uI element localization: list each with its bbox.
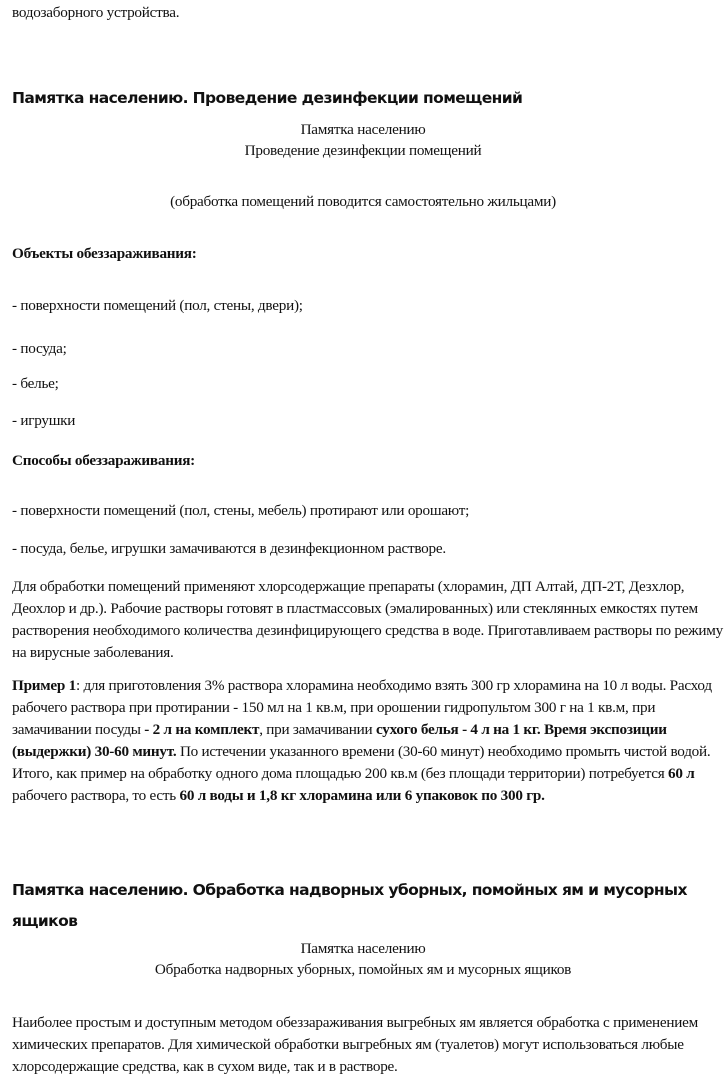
section2-title-line2: Обработка надворных уборных, помойных ям и мусорных ящиков <box>154 961 572 978</box>
example-bold: - 2 л на комплект <box>144 721 260 738</box>
example-text: , при замачивании <box>259 721 376 738</box>
section1-note: (обработка помещений поводится самостоятельно жильцами) <box>170 193 556 210</box>
section1-paragraph: Для обработки помещений применяют хлорсодержащие препараты (хлорамин, ДП Алтай, ДП-2Т, Дезхлор, Деохлор и др.). Рабочие растворы готовят в пластмассовых (эмалированных) или стеклянных емкостях путем растворения необходимого количества дезинфицирующего средства в воде. Приготавливаем растворы по режиму на вирусные заболевания. <box>12 578 723 661</box>
section1-heading: Памятка населению. Проведение дезинфекции помещений <box>12 89 523 107</box>
objects-list-item: - белье; <box>12 375 59 392</box>
top-fragment-text: водозаборного устройства. <box>12 4 180 21</box>
objects-list-item: - посуда; <box>12 340 67 357</box>
methods-heading: Способы обеззараживания: <box>12 452 195 469</box>
objects-list-item: - поверхности помещений (пол, стены, двери); <box>12 297 303 314</box>
section1-title-line1: Памятка населению <box>300 121 426 138</box>
example-label: Пример 1 <box>12 677 76 694</box>
example-text: По истечении указанного времени (30-60 минут) необходимо промыть чистой водой. Итого, как пример на обработку одного дома площадью 200 кв.м (без площади территории) потребуется <box>12 743 711 782</box>
objects-heading: Объекты обеззараживания: <box>12 245 197 262</box>
section2-heading: Памятка населению. Обработка надворных уборных, помойных ям и мусорных ящиков <box>12 881 687 930</box>
example-bold: 60 л <box>668 765 695 782</box>
objects-list-item: - игрушки <box>12 412 76 429</box>
methods-list-item: - поверхности помещений (пол, стены, мебель) протирают или орошают; <box>12 502 470 519</box>
example-text: рабочего раствора, то есть <box>12 787 180 804</box>
section2-paragraph: Наиболее простым и доступным методом обеззараживания выгребных ям является обработка с применением химических препаратов. Для химической обработки выгребных ям (туалетов) могут использоваться любые хлорсодержащие средства, как в сухом виде, так и в растворе. <box>12 1014 699 1075</box>
methods-list-item: - посуда, белье, игрушки замачиваются в дезинфекционном растворе. <box>12 540 446 557</box>
example-paragraph <box>12 675 724 807</box>
example-text: : для приготовления 3% раствора хлорамина необходимо взять 300 гр хлорамина на 10 л воды. Расход рабочего раствора при протирании - 150 мл на 1 кв.м, при орошении гидропультом 300 г на 1 кв.м, при замачивании посуды <box>12 677 712 738</box>
section2-title-line1: Памятка населению <box>300 940 426 957</box>
example-bold: 60 л воды и 1,8 кг хлорамина или 6 упаковок по 300 гр. <box>179 787 545 804</box>
section1-title-line2: Проведение дезинфекции помещений <box>244 142 482 159</box>
example-bold: сухого белья - 4 л на 1 кг. Время экспозиции (выдержки) 30-60 минут. <box>12 721 667 760</box>
